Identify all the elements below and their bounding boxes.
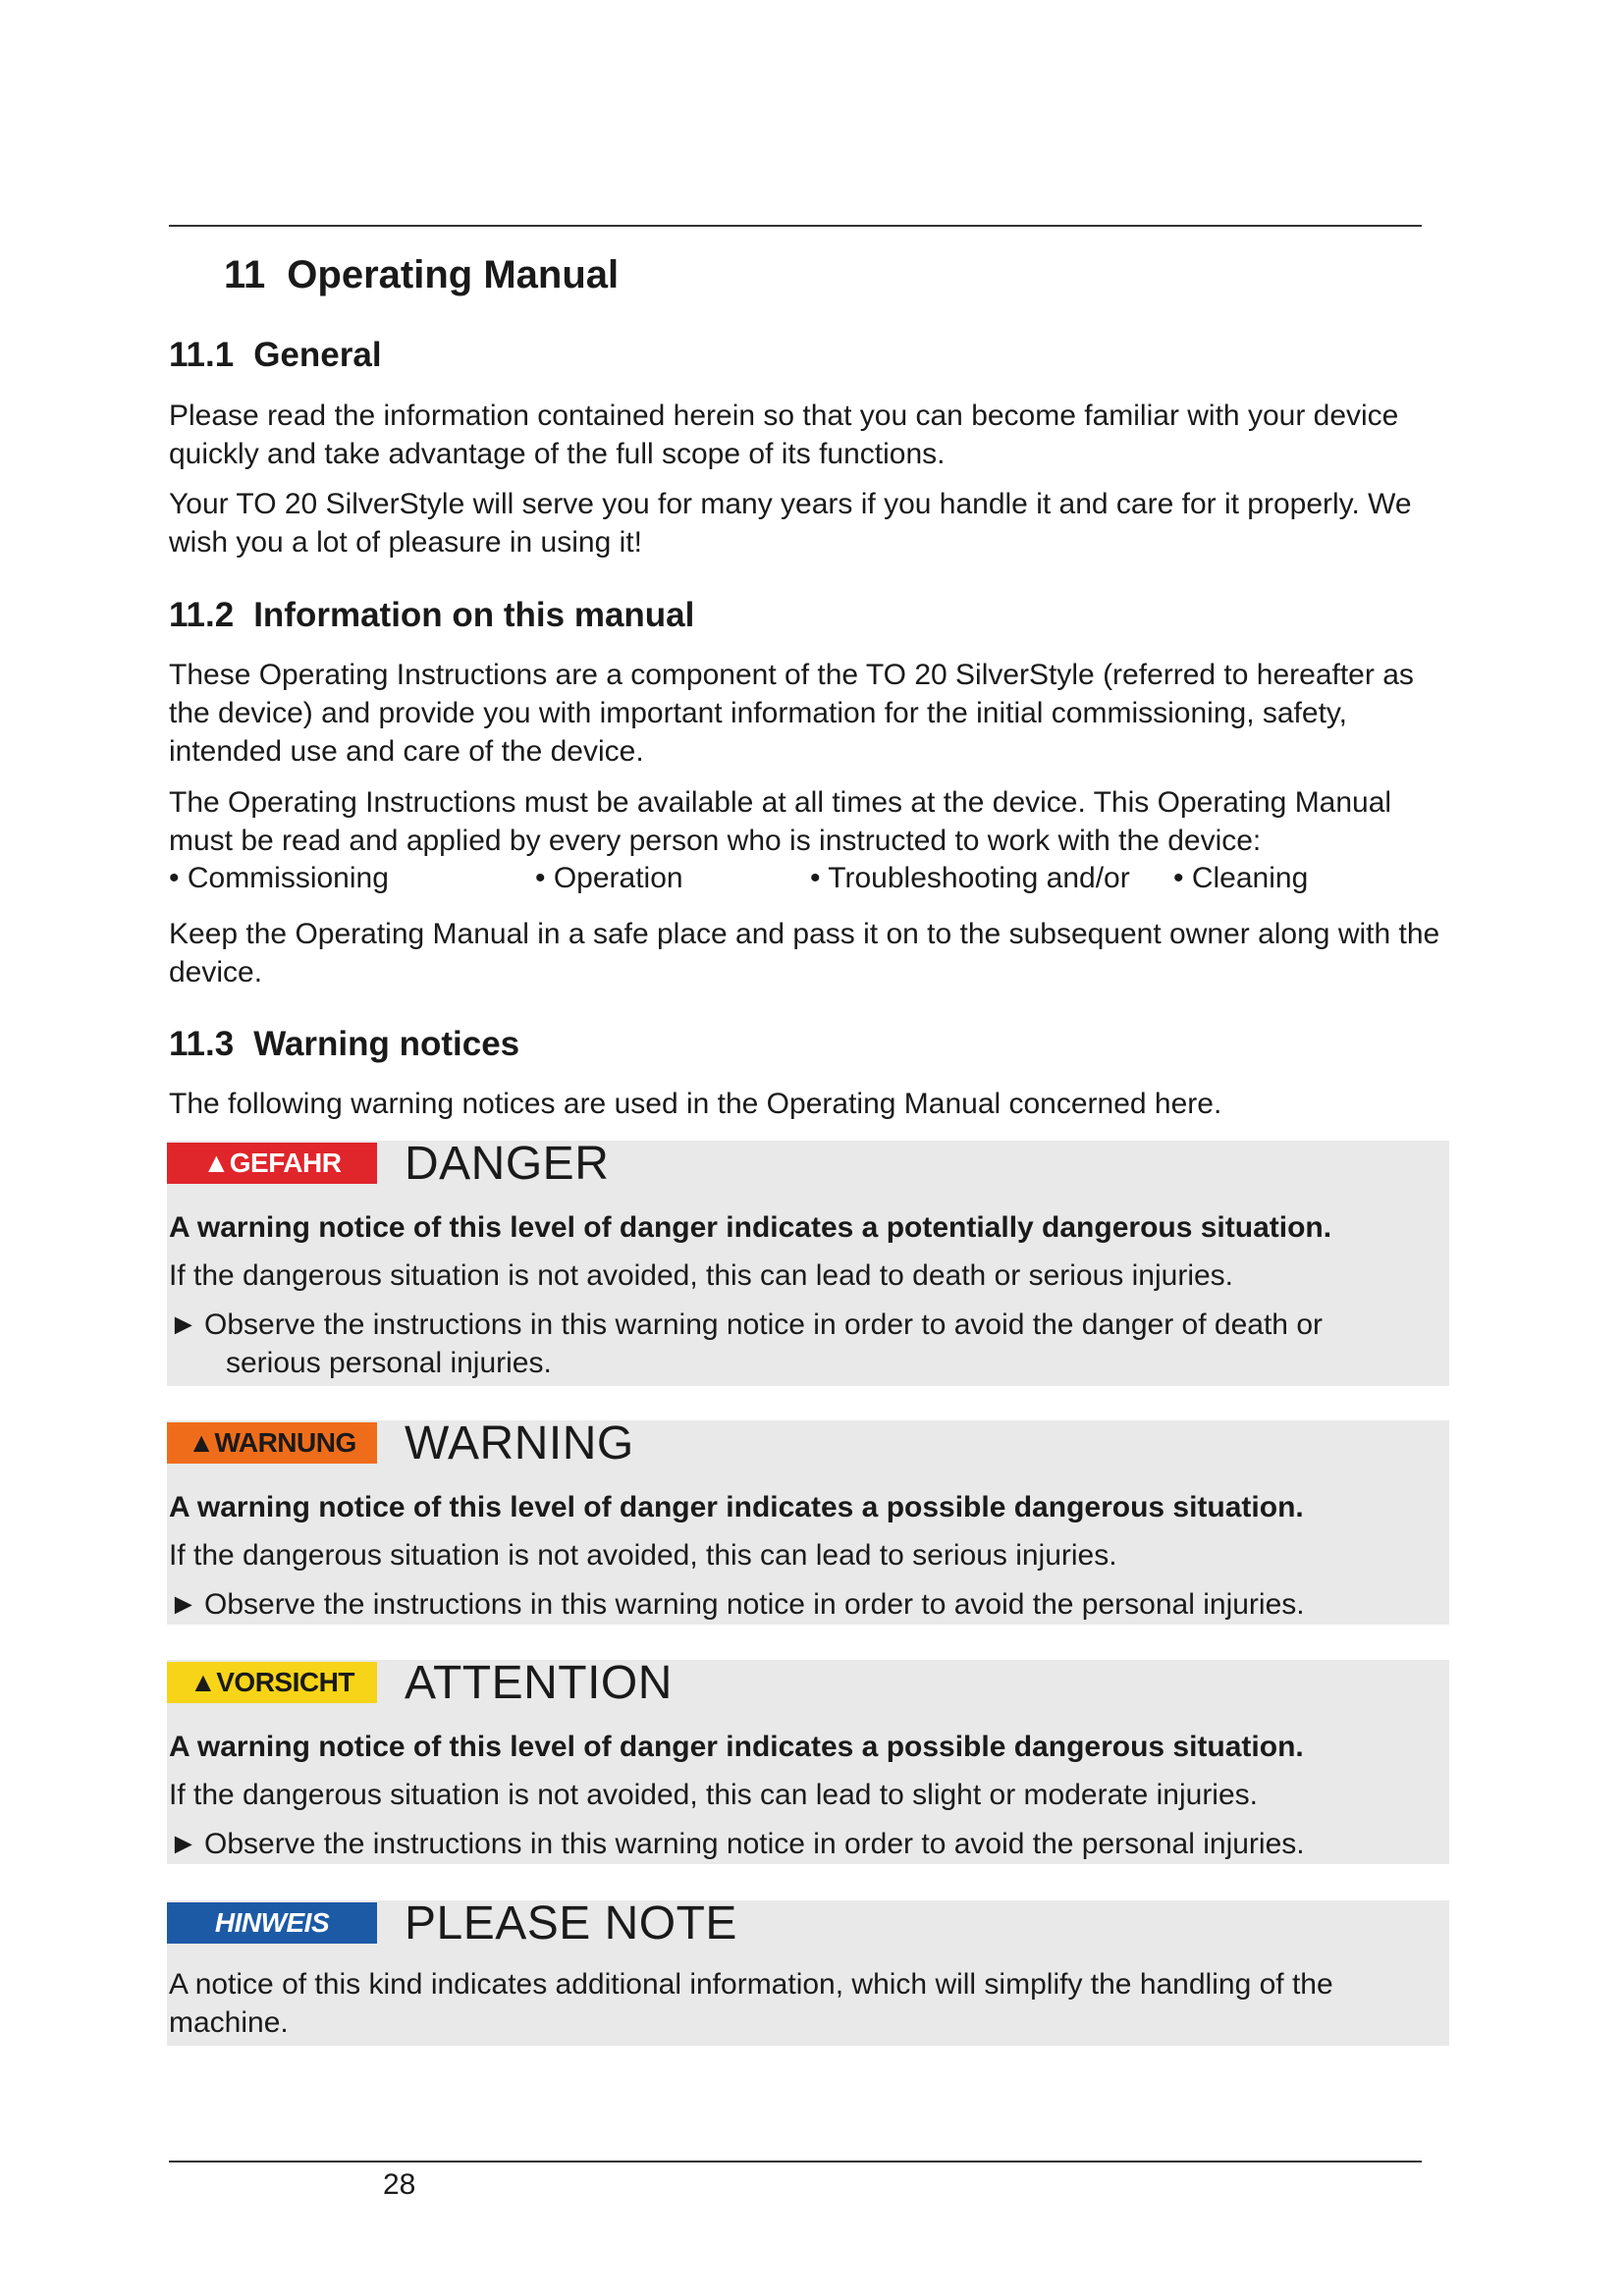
- step-line: Observe the instructions in this warning notice in order to avoid the personal injuries.: [204, 1588, 1305, 1621]
- note-badge: HINWEIS: [167, 1902, 377, 1944]
- task-item: • Commissioning: [169, 862, 389, 894]
- note-notice: [167, 1897, 1449, 2046]
- task-item: • Cleaning: [1173, 862, 1309, 894]
- info-paragraph-1: These Operating Instructions are a component of the TO 20 SilverStyle (referred to hereafter as the device) and provide you with important information for the initial commissioning, safety, intended use and care of the device.: [169, 659, 1414, 768]
- chapter-number: 11: [224, 253, 266, 296]
- task-item: • Operation: [535, 862, 683, 894]
- task-list: [169, 862, 1445, 901]
- chapter-title: Operating Manual: [287, 253, 620, 296]
- warnings-intro: The following warning notices are used in the Operating Manual concerned here.: [169, 1088, 1222, 1120]
- danger-badge: ▲GEFAHR: [167, 1143, 377, 1184]
- step-line: Observe the instructions in this warning notice in order to avoid the personal injuries.: [204, 1828, 1305, 1860]
- step-line: serious personal injuries.: [226, 1347, 552, 1379]
- section-heading-info: [169, 596, 694, 635]
- signal-word: WARNING: [405, 1417, 634, 1469]
- step-line: Observe the instructions in this warning notice in order to avoid the danger of death or: [204, 1308, 1323, 1341]
- section-title: Warning notices: [253, 1025, 520, 1063]
- info-paragraph-2: The Operating Instructions must be available at all times at the device. This Operating Manual must be read and applied by every person who is instructed to work with the device:: [169, 786, 1392, 857]
- chapter-heading: [224, 253, 619, 297]
- signal-word: DANGER: [405, 1138, 610, 1190]
- arrow-icon: ►: [169, 1308, 198, 1341]
- warning-badge: ▲WARNUNG: [167, 1422, 377, 1464]
- page-number: 28: [383, 2168, 416, 2201]
- section-heading-warnings: [169, 1025, 519, 1064]
- task-item: • Troubleshooting and/or: [810, 862, 1130, 894]
- notice-step: [169, 1825, 1435, 1863]
- arrow-icon: ►: [169, 1828, 198, 1860]
- header-rule: [169, 225, 1422, 227]
- notice-headline: A warning notice of this level of danger indicates a possible dangerous situation.: [169, 1491, 1304, 1523]
- notice-headline: A warning notice of this level of danger indicates a potentially dangerous situation.: [169, 1211, 1332, 1244]
- danger-notice: [167, 1138, 1449, 1386]
- general-paragraph-2: Your TO 20 SilverStyle will serve you for many years if you handle it and care for it properly. We wish you a lot of pleasure in using it!: [169, 488, 1412, 559]
- section-number: 11.2: [169, 596, 235, 634]
- notice-step: [169, 1585, 1435, 1624]
- section-number: 11.1: [169, 336, 235, 374]
- arrow-icon: ►: [169, 1588, 198, 1621]
- general-paragraph-1: Please read the information contained herein so that you can become familiar with your device quickly and take advantage of the full scope of its functions.: [169, 400, 1399, 470]
- info-paragraph-3: Keep the Operating Manual in a safe place and pass it on to the subsequent owner along with the device.: [169, 918, 1440, 988]
- notice-consequence: If the dangerous situation is not avoided, this can lead to death or serious injuries.: [169, 1259, 1233, 1292]
- section-number: 11.3: [169, 1025, 235, 1063]
- notice-consequence: If the dangerous situation is not avoided, this can lead to slight or moderate injuries.: [169, 1779, 1258, 1811]
- footer-rule: [169, 2161, 1422, 2163]
- warning-notice: [167, 1417, 1449, 1625]
- section-title: Information on this manual: [253, 596, 695, 634]
- section-heading-general: [169, 336, 382, 375]
- notice-step: [169, 1306, 1435, 1382]
- attention-badge: ▲VORSICHT: [167, 1662, 377, 1703]
- notice-consequence: If the dangerous situation is not avoided, this can lead to serious injuries.: [169, 1539, 1117, 1572]
- section-title: General: [253, 336, 382, 374]
- signal-word: ATTENTION: [405, 1657, 673, 1709]
- notice-text: A notice of this kind indicates additional information, which will simplify the handling of the machine.: [169, 1968, 1333, 2039]
- attention-notice: [167, 1657, 1449, 1864]
- signal-word: PLEASE NOTE: [405, 1897, 737, 1949]
- notice-headline: A warning notice of this level of danger indicates a possible dangerous situation.: [169, 1731, 1304, 1763]
